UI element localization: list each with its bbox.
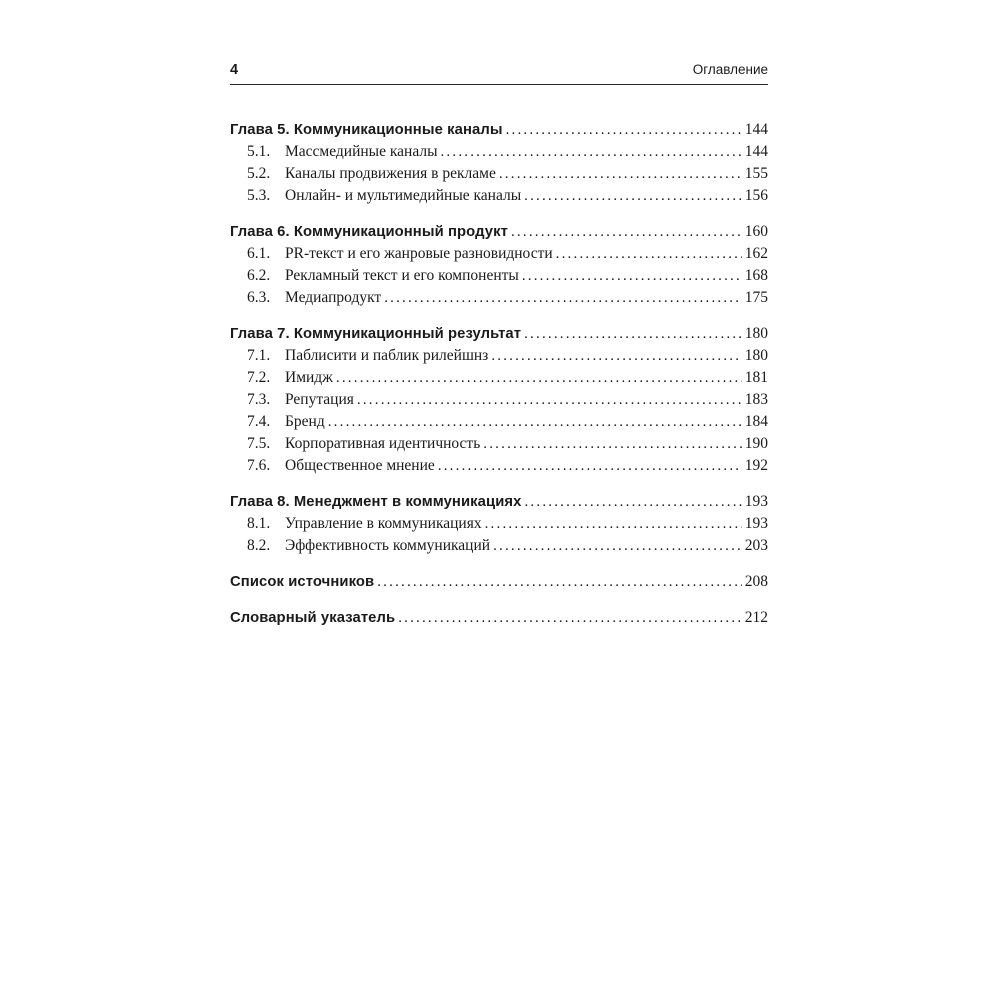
dot-leader [506, 119, 742, 141]
toc-chapter-row [230, 119, 768, 141]
toc-item-number: 7.5. [247, 435, 271, 452]
toc-page-ref: 190 [744, 435, 768, 452]
toc-entry-title: Корпоративная идентичность [285, 435, 481, 452]
toc-entry-title: Глава 7. Коммуникационный результат [230, 326, 522, 342]
toc-entry-title: Глава 8. Менеджмент в коммуникациях [230, 494, 522, 510]
toc-item-row [230, 535, 768, 557]
toc-chapter-group [230, 323, 768, 477]
toc-item-number: 7.1. [247, 347, 271, 364]
page-number: 4 [230, 62, 239, 78]
dot-leader [328, 411, 742, 433]
toc-item-row [230, 287, 768, 309]
toc-entry-title: Словарный указатель [230, 610, 396, 626]
dot-leader [336, 367, 742, 389]
toc-item-number: 8.1. [247, 515, 271, 532]
toc-item-number: 5.2. [247, 165, 271, 182]
toc-item-row [230, 367, 768, 389]
toc-extra-group [230, 571, 768, 593]
toc-item-row [230, 163, 768, 185]
dot-leader [377, 571, 742, 593]
toc-item-number: 8.2. [247, 537, 271, 554]
toc-entry-title: Глава 5. Коммуникационные каналы [230, 122, 503, 138]
toc-entry-title: Имидж [285, 369, 333, 386]
toc-page-ref: 180 [744, 325, 768, 342]
toc-page-ref: 144 [744, 121, 768, 138]
toc-page-ref: 184 [744, 413, 768, 430]
toc-entry-title: Медиапродукт [285, 289, 382, 306]
toc-page-ref: 203 [744, 537, 768, 554]
toc-page-ref: 208 [744, 573, 768, 590]
dot-leader [524, 323, 742, 345]
toc-item-row [230, 389, 768, 411]
toc-page-ref: 183 [744, 391, 768, 408]
toc-chapter-group [230, 221, 768, 309]
toc-item-number: 5.3. [247, 187, 271, 204]
toc-entry-title: Бренд [285, 413, 325, 430]
toc-item-number: 7.4. [247, 413, 271, 430]
toc-chapter-row [230, 323, 768, 345]
toc-entry-title: Управление в коммуникациях [285, 515, 482, 532]
toc-extra-group [230, 607, 768, 629]
dot-leader [384, 287, 742, 309]
toc-page-ref: 175 [744, 289, 768, 306]
toc-item-number: 6.1. [247, 245, 271, 262]
toc-item-row [230, 185, 768, 207]
toc-entry-title: Массмедийные каналы [285, 143, 438, 160]
toc-page-ref: 162 [744, 245, 768, 262]
header-rule [230, 84, 768, 85]
dot-leader [440, 141, 741, 163]
dot-leader [524, 491, 741, 513]
running-title: Оглавление [692, 62, 768, 77]
toc-item-row [230, 411, 768, 433]
toc-item-number: 6.3. [247, 289, 271, 306]
toc-chapter-group [230, 119, 768, 207]
dot-leader [485, 513, 742, 535]
toc-chapter-row [230, 221, 768, 243]
toc-page-ref: 193 [744, 493, 768, 510]
toc-entry-title: Глава 6. Коммуникационный продукт [230, 224, 508, 240]
toc-item-row [230, 243, 768, 265]
toc-item-number: 6.2. [247, 267, 271, 284]
toc-page-ref: 144 [744, 143, 768, 160]
dot-leader [499, 163, 742, 185]
toc-page-ref: 156 [744, 187, 768, 204]
toc-item-number: 7.3. [247, 391, 271, 408]
toc-item-row [230, 345, 768, 367]
toc-item-row [230, 433, 768, 455]
toc-list [230, 119, 768, 629]
dot-leader [493, 535, 742, 557]
toc-page-ref: 181 [744, 369, 768, 386]
toc-item-number: 7.2. [247, 369, 271, 386]
toc-extra-row [230, 571, 768, 593]
running-header [230, 62, 768, 84]
dot-leader [483, 433, 741, 455]
toc-chapter-row [230, 491, 768, 513]
toc-page-ref: 180 [744, 347, 768, 364]
toc-entry-title: Эффективность коммуникаций [285, 537, 491, 554]
toc-entry-title: Паблисити и паблик рилейшнз [285, 347, 489, 364]
dot-leader [438, 455, 742, 477]
toc-entry-title: Общественное мнение [285, 457, 435, 474]
toc-item-number: 7.6. [247, 457, 271, 474]
toc-item-row [230, 265, 768, 287]
toc-entry-title: Репутация [285, 391, 354, 408]
dot-leader [522, 265, 742, 287]
toc-page-ref: 192 [744, 457, 768, 474]
toc-page-ref: 155 [744, 165, 768, 182]
toc-page-ref: 160 [744, 223, 768, 240]
toc-item-row [230, 141, 768, 163]
toc-page-ref: 193 [744, 515, 768, 532]
dot-leader [524, 185, 742, 207]
toc-entry-title: Список источников [230, 574, 375, 590]
toc-extra-row [230, 607, 768, 629]
toc-page-ref: 168 [744, 267, 768, 284]
dot-leader [357, 389, 742, 411]
toc-page-ref: 212 [744, 609, 768, 626]
toc-item-number: 5.1. [247, 143, 271, 160]
page-content [230, 62, 768, 629]
toc-entry-title: Онлайн- и мультимедийные каналы [285, 187, 522, 204]
dot-leader [398, 607, 742, 629]
toc-entry-title: PR-текст и его жанровые разновидности [285, 245, 553, 262]
dot-leader [556, 243, 742, 265]
toc-chapter-group [230, 491, 768, 557]
dot-leader [511, 221, 742, 243]
toc-item-row [230, 455, 768, 477]
toc-entry-title: Рекламный текст и его компоненты [285, 267, 519, 284]
dot-leader [491, 345, 741, 367]
toc-item-row [230, 513, 768, 535]
toc-entry-title: Каналы продвижения в рекламе [285, 165, 496, 182]
